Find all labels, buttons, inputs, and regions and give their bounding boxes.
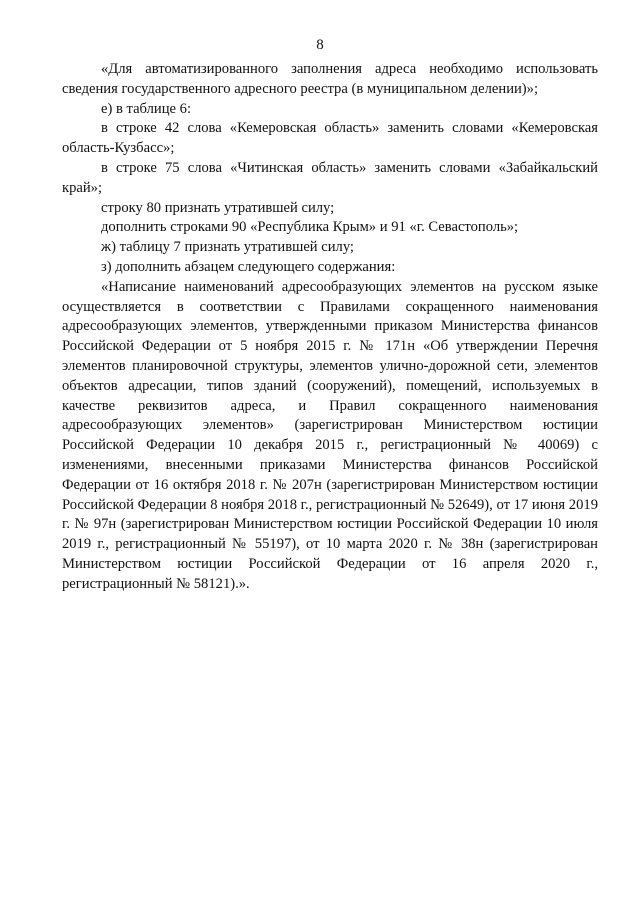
paragraph-item-e-table-6: е) в таблице 6: <box>101 100 191 117</box>
paragraph-rows-90-91: дополнить строками 90 «Республика Крым» и 91 «г. Севастополь»; <box>101 219 519 236</box>
paragraph-item-zh-table-7: ж) таблицу 7 признать утратившей силу; <box>101 239 354 256</box>
paragraph-address-autofill-quote: «Для автоматизированного заполнения адреса необходимо использовать сведения государственного адресного реестра (в муниципальном делении)»; <box>62 61 598 97</box>
paragraph-row-42: в строке 42 слова «Кемеровская область» заменить словами «Кемеровская область-Кузбасс»; <box>62 120 598 157</box>
document-body <box>62 60 598 595</box>
paragraph-naming-rules-quote: «Написание наименований адресообразующих элементов на русском языке осуществляется в соответствии с Правилами сокращенного наименования адресообразующих элементов, утвержденными приказом Министерства финансов Российской Федерации от 5 ноября 2015 г. № 171н «Об утверждении Перечня элементов планировочной структуры, элементов улично-дорожной сети, элементов объектов адресации, типов зданий (сооружений), помещений, используемых в качестве реквизитов адреса, и Правил сокращенного наименования адресообразующих элементов» (зарегистрирован Министерством юстиции Российской Федерации 10 декабря 2015 г., регистрационный № 40069) с изменениями, внесенными приказами Министерства финансов Российской Федерации от 16 октября 2018 г. № 207н (зарегистрирован Министерством юстиции Российской Федерации 8 ноября 2018 г., регистрационный № 52649), от 17 июня 2019 г. № 97н (зарегистрирован Министерством юстиции Российской Федерации 10 июля 2019 г., регистрационный № 55197), от 10 марта 2020 г. № 38н (зарегистрирован Министерством юстиции Российской Федерации от 16 апреля 2020 г., регистрационный № 58121).». <box>62 278 598 592</box>
paragraph-row-75: в строке 75 слова «Читинская область» заменить словами «Забайкальский край»; <box>62 159 598 196</box>
paragraph-row-80: строку 80 признать утратившей силу; <box>101 199 335 216</box>
paragraph-item-z-add: з) дополнить абзацем следующего содержания: <box>101 258 396 275</box>
page-number: 8 <box>316 37 324 53</box>
